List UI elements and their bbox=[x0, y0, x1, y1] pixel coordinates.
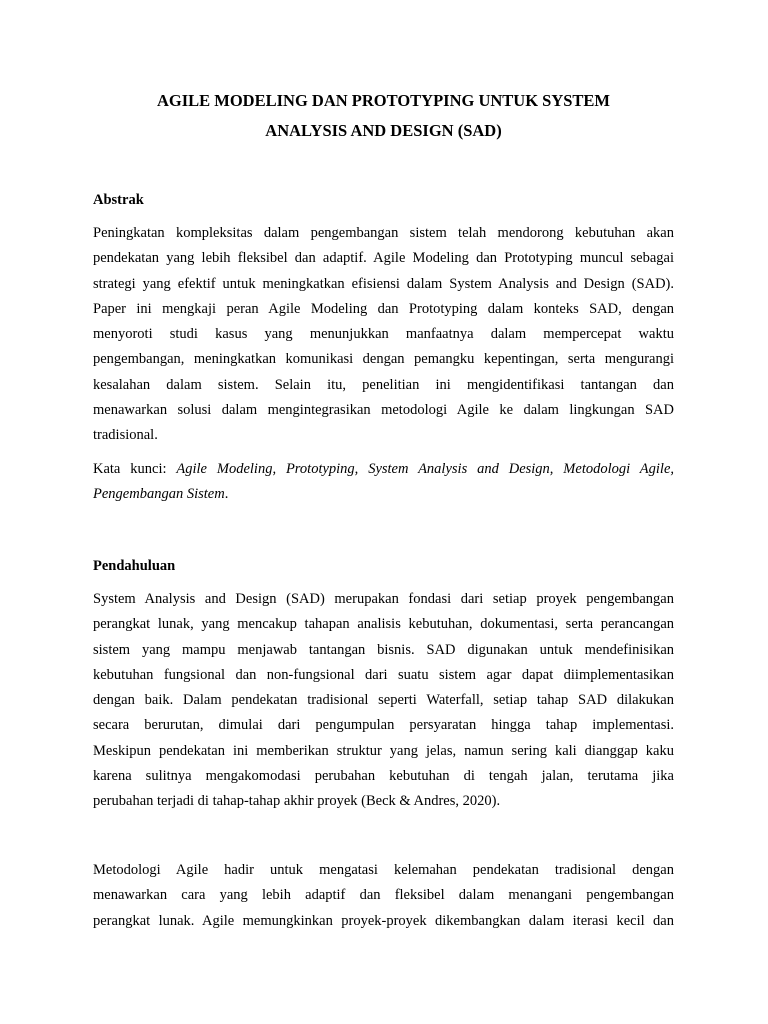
abstract-line: strategi yang efektif untuk meningkatkan efisiensi dalam System Analysis and Design (SAD). bbox=[93, 275, 674, 292]
abstract-line: menyoroti studi kasus yang menunjukkan manfaatnya dalam mempercepat waktu bbox=[93, 326, 674, 343]
abstract-line: tradisional. bbox=[93, 427, 158, 444]
agile-paragraph bbox=[93, 858, 674, 934]
intro-paragraph bbox=[93, 587, 674, 815]
paper-title-line-1: AGILE MODELING DAN PROTOTYPING UNTUK SYSTEM bbox=[156, 91, 611, 110]
paper-title-line-2: ANALYSIS AND DESIGN (SAD) bbox=[265, 121, 502, 140]
keywords-label: Kata kunci: bbox=[93, 461, 177, 477]
keywords-list: Agile Modeling, Prototyping, System Analysis and Design, Metodologi Agile, bbox=[176, 461, 675, 477]
intro-line: kebutuhan fungsional dan non-fungsional dari suatu sistem agar dapat diimplementasikan bbox=[93, 666, 674, 683]
abstract-paragraph bbox=[93, 221, 674, 449]
agile-line: menawarkan cara yang lebih adaptif dan fleksibel dalam menangani pengembangan bbox=[93, 887, 674, 904]
agile-line: perangkat lunak. Agile memungkinkan proyek-proyek dikembangkan dalam iterasi kecil dan bbox=[93, 912, 674, 929]
abstract-line: Paper ini mengkaji peran Agile Modeling dan Prototyping dalam konteks SAD, dengan bbox=[93, 300, 674, 317]
intro-line: System Analysis and Design (SAD) merupakan fondasi dari setiap proyek pengembangan bbox=[93, 591, 674, 607]
abstract-line: menawarkan solusi dalam mengintegrasikan metodologi Agile ke dalam lingkungan SAD bbox=[93, 402, 674, 419]
keywords-line-1 bbox=[93, 457, 674, 482]
keywords-paragraph bbox=[93, 457, 674, 508]
intro-line: dengan baik. Dalam pendekatan tradisional seperti Waterfall, setiap tahap SAD dilakukan bbox=[93, 692, 674, 709]
keywords-list-end: Pengembangan Sistem bbox=[93, 486, 225, 503]
intro-line: secara berurutan, dimulai dari pengumpulan persyaratan hingga tahap implementasi. bbox=[93, 717, 674, 734]
abstract-line: pendekatan yang lebih fleksibel dan adaptif. Agile Modeling dan Prototyping muncul sebagai bbox=[93, 250, 674, 267]
keywords-period: . bbox=[224, 486, 229, 503]
intro-line: karena sulitnya mengakomodasi perubahan kebutuhan di tengah jalan, terutama jika bbox=[93, 768, 674, 785]
agile-line: Metodologi Agile hadir untuk mengatasi kelemahan pendekatan tradisional dengan bbox=[93, 862, 674, 878]
abstract-line: Peningkatan kompleksitas dalam pengembangan sistem telah mendorong kebutuhan akan bbox=[93, 225, 674, 241]
intro-line: perubahan terjadi di tahap-tahap akhir proyek (Beck & Andres, 2020). bbox=[93, 793, 501, 810]
intro-line: sistem yang mampu menjawab tantangan bisnis. SAD digunakan untuk mendefinisikan bbox=[93, 641, 674, 658]
intro-heading: Pendahuluan bbox=[93, 558, 176, 574]
intro-line: perangkat lunak, yang mencakup tahapan analisis kebutuhan, dokumentasi, serta perancangan bbox=[93, 616, 674, 633]
intro-line: Meskipun pendekatan ini memberikan struktur yang jelas, namun sering kali dianggap kaku bbox=[93, 742, 674, 759]
keywords-line-2 bbox=[93, 482, 674, 507]
abstract-heading: Abstrak bbox=[93, 192, 144, 208]
abstract-line: kesalahan dalam sistem. Selain itu, penelitian ini mengidentifikasi tantangan dan bbox=[93, 376, 674, 393]
paper-title bbox=[93, 86, 674, 146]
abstract-line: pengembangan, meningkatkan komunikasi dengan pemangku kepentingan, serta mengurangi bbox=[93, 351, 674, 368]
